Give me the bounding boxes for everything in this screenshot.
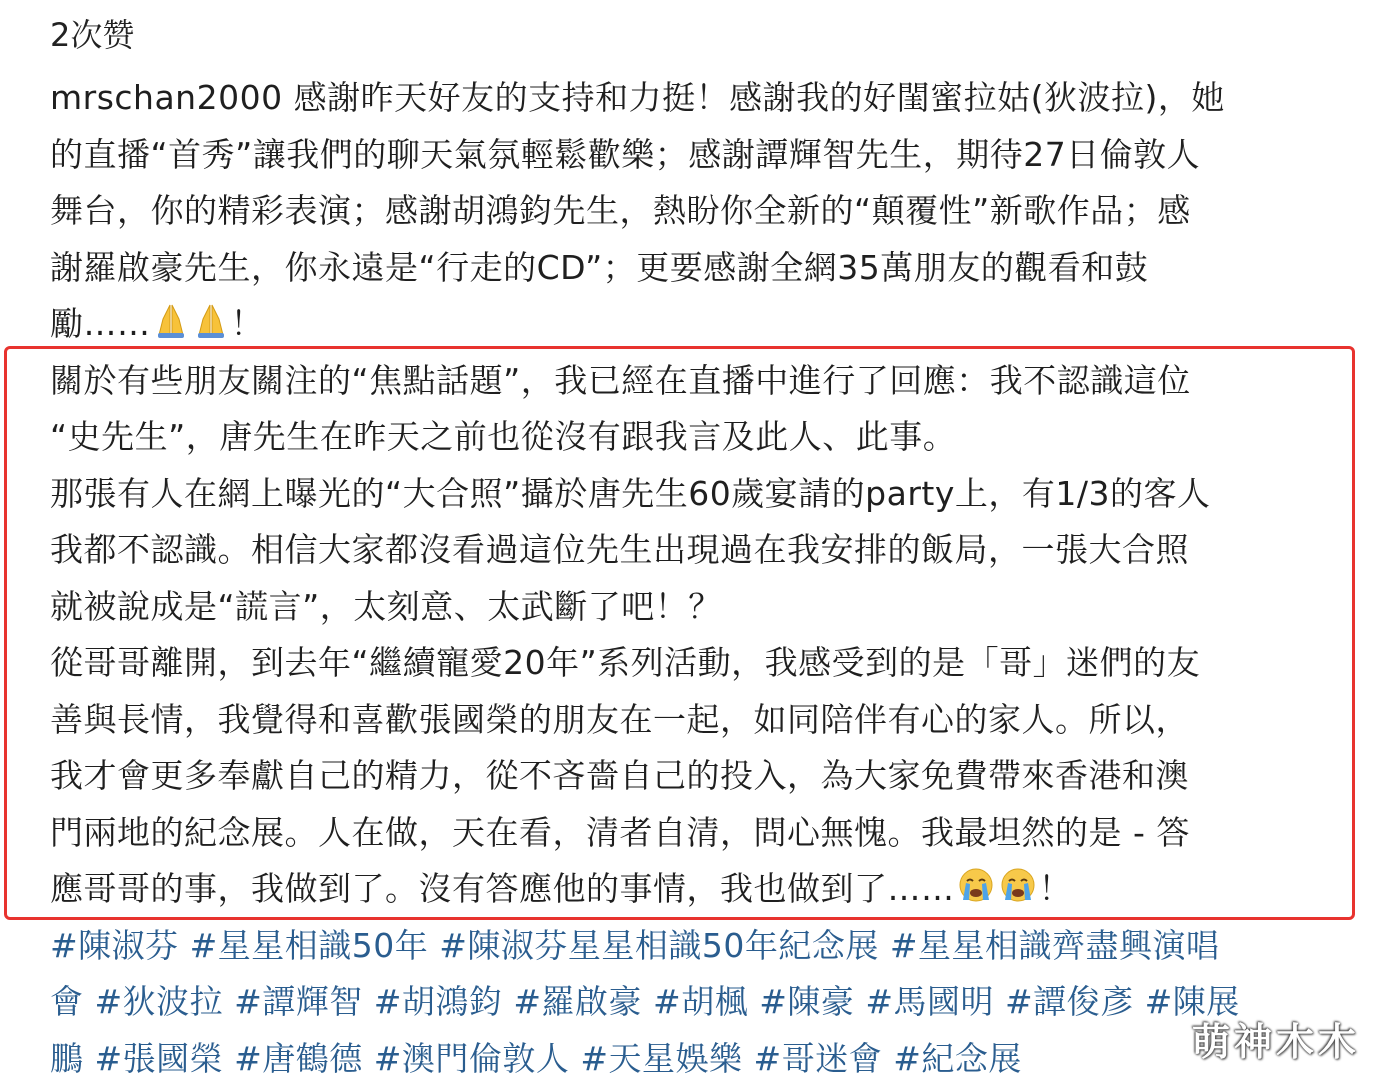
- highlighted-text-line: 從哥哥離開，到去年“繼續寵愛20年”系列活動，我感受到的是「哥」迷們的友: [50, 643, 1201, 682]
- post-text-line: mrschan2000 感謝昨天好友的支持和力挺！感謝我的好閨蜜拉姑(狄波拉)，她: [50, 78, 1225, 117]
- highlighted-text: 應哥哥的事，我做到了。沒有答應他的事情，我也做到了……: [50, 869, 955, 908]
- highlighted-text-line: 那張有人在網上曝光的“大合照”攝於唐先生60歲宴請的party上，有1/3的客人: [50, 473, 1211, 513]
- post-text-line: 的直播“首秀”讓我們的聊天氣氛輕鬆歡樂；感謝譚輝智先生，期待27日倫敦人: [50, 134, 1201, 174]
- post-text-line: 謝羅啟豪先生，你永遠是“行走的CD”；更要感謝全網35萬朋友的觀看和鼓: [50, 247, 1149, 287]
- hashtag-line[interactable]: #陳淑芬 #星星相識50年 #陳淑芬星星相識50年紀念展 #星星相識齊盡興演唱: [50, 925, 1220, 965]
- post-text: 勵……: [50, 304, 151, 343]
- highlighted-text-line: 關於有些朋友關注的“焦點話題”，我已經在直播中進行了回應：我不認識這位: [50, 360, 1191, 400]
- highlighted-text: ！: [1038, 869, 1072, 908]
- highlight-frame: [4, 346, 1355, 920]
- highlighted-text-line: 門兩地的紀念展。人在做，天在看，清者自清，問心無愧。我最坦然的是 - 答: [50, 812, 1190, 852]
- highlighted-text-line: 就被說成是“謊言”，太刻意、太武斷了吧！？: [50, 586, 722, 626]
- post-text-line: [50, 296, 1340, 353]
- hashtag-line[interactable]: 會 #狄波拉 #譚輝智 #胡鴻鈞 #羅啟豪 #胡楓 #陳豪 #馬國明 #譚俊彥 #陳展: [50, 982, 1240, 1021]
- post-text: ！: [230, 304, 264, 343]
- highlighted-text-line: 我都不認識。相信大家都沒看過這位先生出現過在我安排的飯局，一張大合照: [50, 530, 1189, 569]
- highlighted-text-line: 善與長情，我覺得和喜歡張國榮的朋友在一起，如同陪伴有心的家人。所以，: [50, 699, 1189, 739]
- watermark: 萌神木木: [1191, 1020, 1360, 1064]
- likes-count[interactable]: 2次赞: [50, 16, 135, 54]
- highlighted-text-line: 我才會更多奉獻自己的精力，從不吝嗇自己的投入，為大家免費帶來香港和澳: [50, 756, 1189, 795]
- hashtag-line[interactable]: 鵬 #張國榮 #唐鶴德 #澳門倫敦人 #天星娛樂 #哥迷會 #紀念展: [50, 1038, 1022, 1078]
- highlighted-text-line: “史先生”，唐先生在昨天之前也從沒有跟我言及此人、此事。: [50, 417, 957, 456]
- post-text-line: 舞台，你的精彩表演；感謝胡鴻鈞先生，熱盼你全新的“顛覆性”新歌作品；感: [50, 191, 1191, 230]
